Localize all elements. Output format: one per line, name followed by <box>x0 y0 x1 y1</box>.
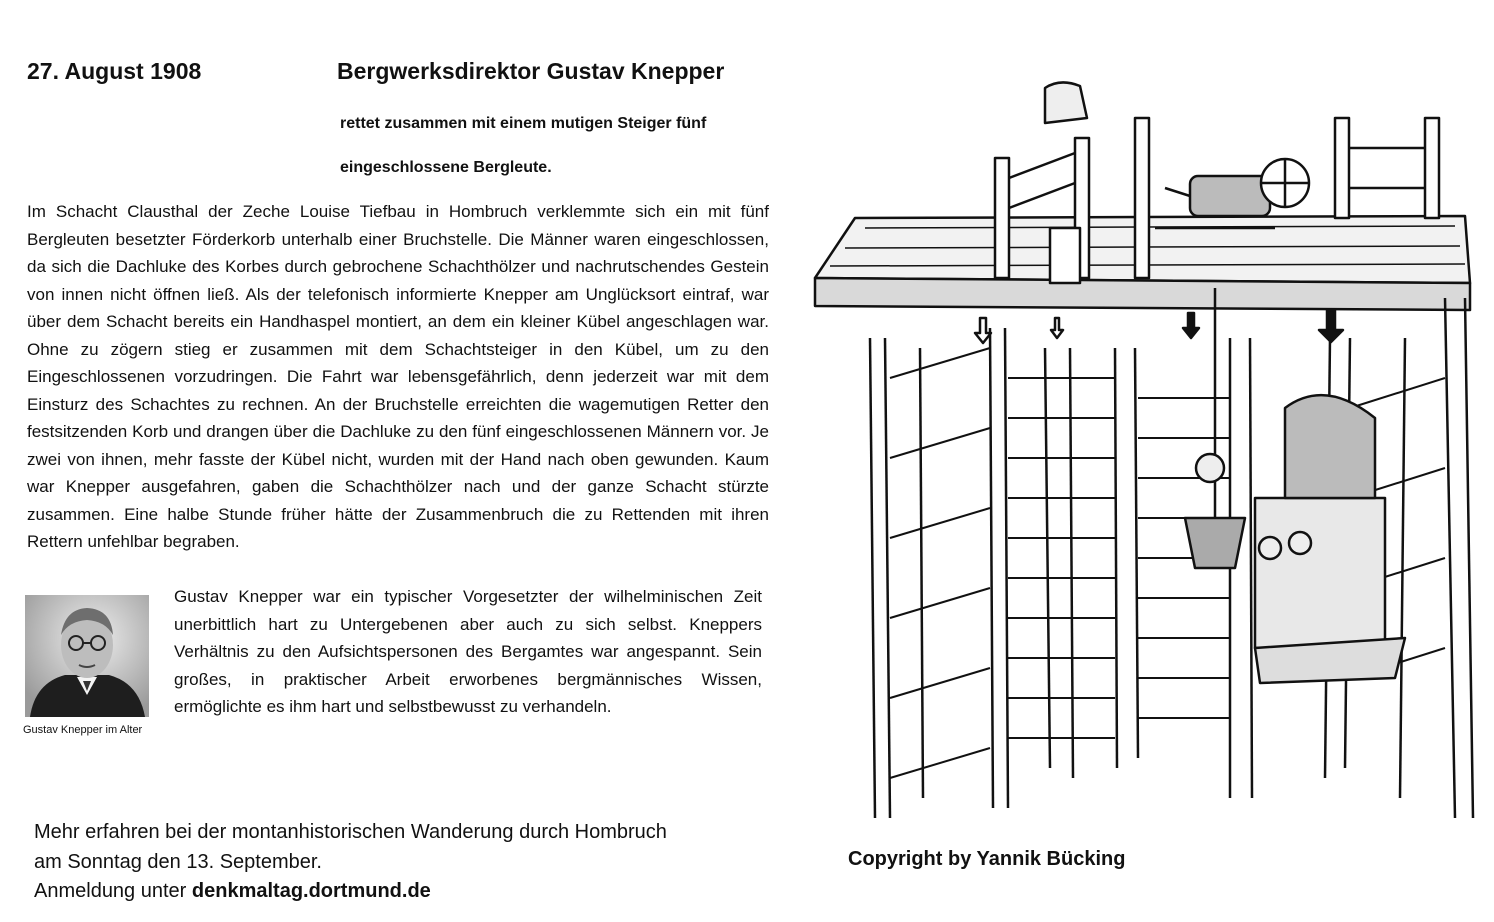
mine-shaft-illustration <box>805 78 1485 828</box>
copyright-notice: Copyright by Yannik Bücking <box>848 848 1126 870</box>
page-title: Bergwerksdirektor Gustav Knepper <box>337 58 725 84</box>
footer-info <box>34 818 667 907</box>
subtitle-line-1: rettet zusammen mit einem mutigen Steiger fünf <box>340 115 707 132</box>
footer-line-2: am Sonntag den 13. September. <box>34 850 322 873</box>
story-text <box>27 198 769 556</box>
footer-line-3 <box>34 877 667 907</box>
bio-paragraph: Gustav Knepper war ein typischer Vorgesetzter der wilhelminischen Zeit unerbittlich hart zu Untergebenen aber auch zu sich selbst. Kneppers Verhältnis zu den Aufsichtspersonen des Bergamtes war angespannt. Sein großes, in praktischer Arbeit erworbenes bergmännisches Wissen, ermöglichte es ihm hart und selbstbewusst zu verhandeln. <box>174 587 762 716</box>
subtitle-line-2: eingeschlossene Bergleute. <box>340 159 552 176</box>
footer-prefix: Anmeldung unter <box>34 880 192 902</box>
portrait-caption: Gustav Knepper im Alter <box>23 724 143 736</box>
portrait-photo <box>25 595 149 717</box>
footer-line-1: Mehr erfahren bei der montanhistorischen Wanderung durch Hombruch <box>34 821 667 843</box>
story-paragraph: Im Schacht Clausthal der Zeche Louise Tiefbau in Hombruch verklemmte sich ein mit fünf Bergleuten besetzter Förderkorb unterhalb einer Bruchstelle. Die Männer waren eingeschlossen, da sich die Dachluke des Korbes durch gebrochene Schachthölzer und nachrutschendes Gestein von innen nicht öffnen ließ. Als der telefonisch informierte Knepper am Unglücksort eintraf, war über dem Schacht bereits ein Handhaspel montiert, an dem ein kleiner Kübel angeschlagen war. Ohne zu zögern stieg er zusammen mit dem Schachtsteiger in den Kübel, um zu den Eingeschlossenen vorzudringen. Die Fahrt war lebensgefährlich, denn jederzeit war mit dem Einsturz des Schachtes zu rechnen. An der Bruchstelle erreichten die wagemutigen Retter den festsitzenden Korb und drangen über die Dachluke zu den fünf eingeschlossenen Männern vor. Je zwei von ihnen, mehr fasste der Kübel nicht, wurden mit der Hand nach oben gewunden. Kaum war Knepper ausgefahren, gaben die Schachthölzer nach und der ganze Schacht stürzte zusammen. Eine halbe Stunde früher hätte der Zusammenbruch die zu Rettenden mit ihren Rettern unfehlbar begraben. <box>27 202 769 551</box>
bio-text <box>174 583 762 721</box>
event-date: 27. August 1908 <box>27 58 202 84</box>
registration-link[interactable]: denkmaltag.dortmund.de <box>191 880 431 902</box>
